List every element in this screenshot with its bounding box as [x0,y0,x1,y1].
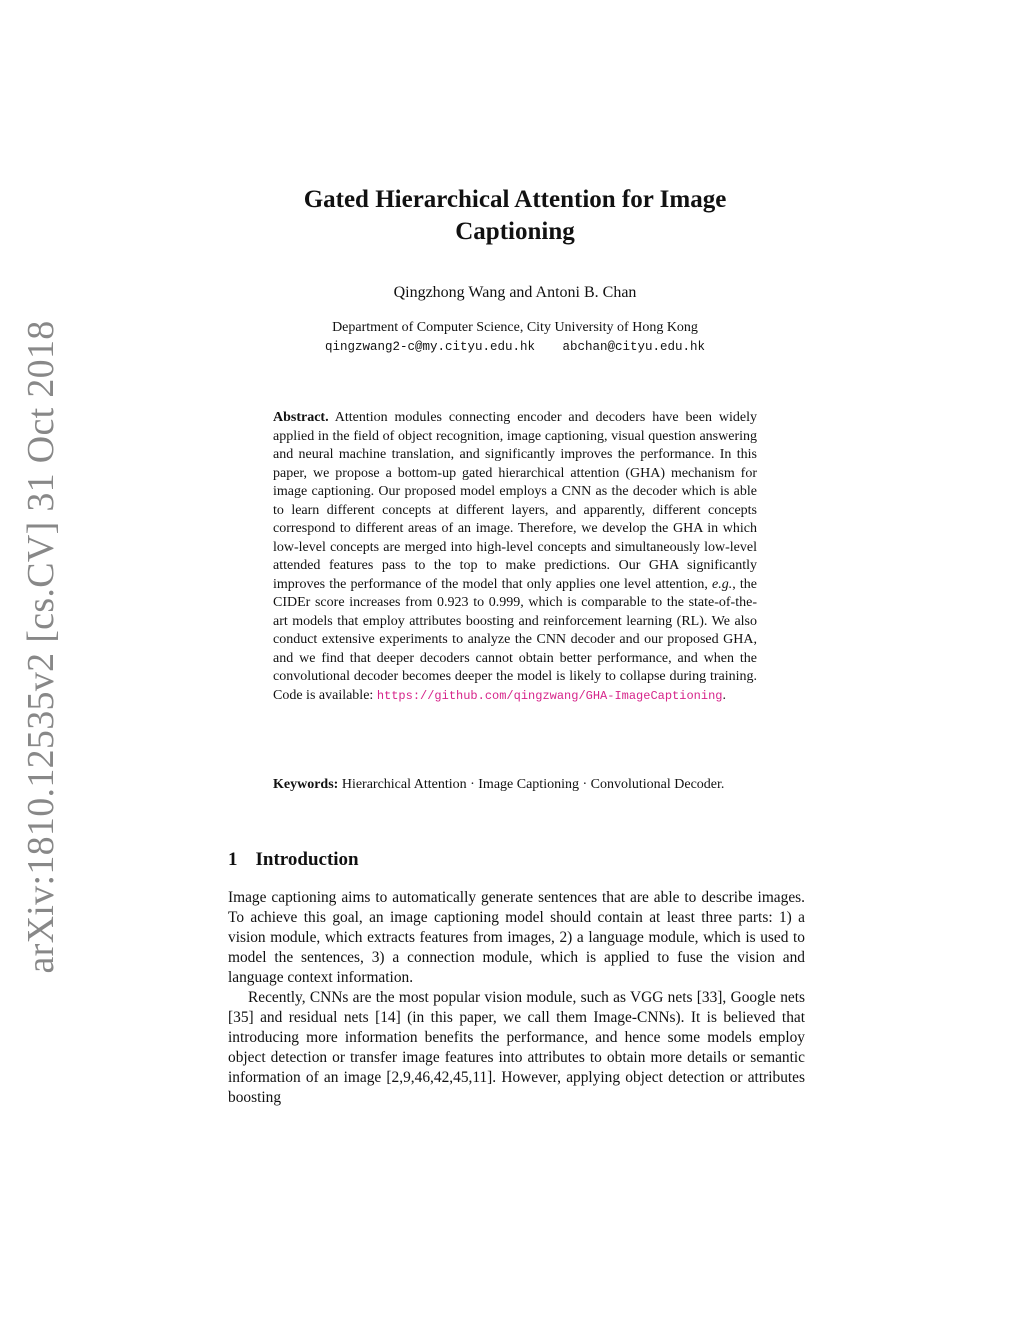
paragraph: Recently, CNNs are the most popular vision module, such as VGG nets [33], Google nets [35] and residual nets [14] (in this paper, we call them Image-CNNs). It is believed that introducing more information benefits the performance, and hence some models employ object detection or transfer image features into attributes to obtain more details or semantic information of an image [2,9,46,42,45,11]. However, applying object detection or attributes boosting [228,989,805,1106]
arxiv-identifier: arXiv:1810.12535v2 [cs.CV] 31 Oct 2018 [20,320,62,974]
authors: Qingzhong Wang and Antoni B. Chan [393,284,637,301]
section-number: 1 [228,849,238,870]
paragraph: Image captioning aims to automatically generate sentences that are able to describe images. To achieve this goal, an image captioning model should contain at least three parts: 1) a vision module, which extracts features from images, 2) a language module, which is used to model the sentences, 3) a connection module, which is applied to fuse the vision and language context information. [228,889,805,986]
paper-title [230,184,800,248]
abstract-end: . [722,687,726,703]
keywords [273,776,757,795]
keywords-label: Keywords: [273,777,339,792]
section-body [228,888,805,1108]
emails [230,340,800,354]
abstract-text-2: , the CIDEr score increases from 0.923 to 0.999, which is comparable to the state-of-the-art models that employ attributes boosting and reinforcement learning (RL). We also conduct extensive experiments to analyze the CNN decoder and our proposed GHA, and we find that deeper decoders cannot obtain better performance, and when the convolutional decoder becomes deeper the model is likely to collapse during training. Code is available: [273,576,757,703]
email-1: qingzwang2-c@my.cityu.edu.hk [324,340,535,354]
title-line-1: Gated Hierarchical Attention for Image [303,186,727,213]
affiliation: Department of Computer Science, City University of Hong Kong [332,320,698,335]
abstract-text: Attention modules connecting encoder and decoders have been widely applied in the field of object recognition, image captioning, visual question answering and neural machine translation, and significantly improves the performance. In this paper, we propose a bottom-up gated hierarchical attention (GHA) mechanism for image captioning. Our proposed model employs a CNN as the decoder which is able to learn different concepts at different layers, and apparently, different concepts correspond to different areas of an image. Therefore, we develop the GHA in which low-level concepts are merged into high-level concepts and simultaneously low-level attended features pass to the top to make predictions. Our GHA significantly improves the performance of the model that only applies one level attention, [273,410,757,592]
section-title: Introduction [255,849,359,870]
keywords-text: Hierarchical Attention · Image Captioning · Convolutional Decoder. [341,777,725,792]
code-link[interactable]: https://github.com/qingzwang/GHA-ImageCaptioning [376,688,723,703]
abstract-eg: e.g. [712,576,733,592]
abstract [273,409,757,705]
abstract-label: Abstract. [273,410,329,425]
section-heading [228,849,359,871]
title-line-2: Captioning [455,218,575,245]
email-2: abchan@cityu.edu.hk [562,340,706,354]
arxiv-sidebar [18,320,64,974]
